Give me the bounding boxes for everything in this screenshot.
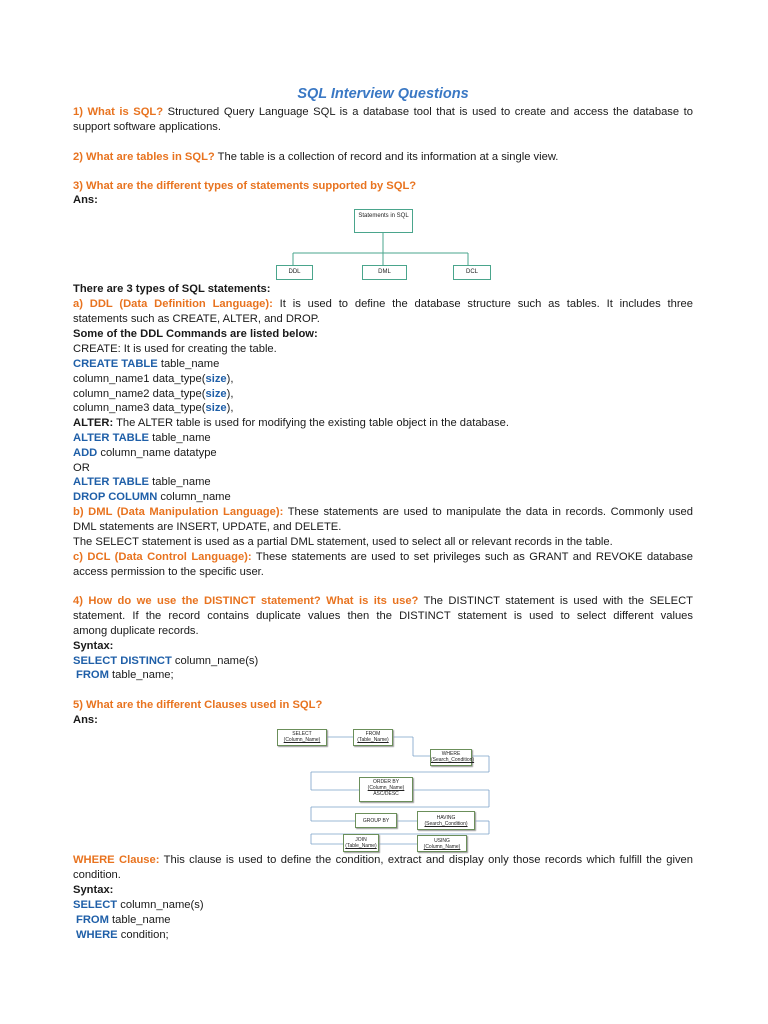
alter-table-line: ALTER TABLE table_name [73,432,211,444]
create-table-line [73,357,219,372]
types-intro: There are 3 types of SQL statements: [73,283,271,295]
or-line: OR [73,462,90,474]
q4-syntax: Syntax: [73,640,114,652]
q2-line [73,150,558,165]
dcl-line2: access permission to the specific user. [73,566,264,578]
q1-line1 [73,105,693,120]
where-label: WHERE Clause: [73,854,160,866]
size-keyword: size [205,388,227,400]
q5-ans: Ans: [73,714,98,726]
alter-table-line-2: ALTER TABLE table_name [73,476,211,488]
join-clause-box: JOIN (Table_Name) [343,834,379,852]
alter-line [73,416,509,431]
from-clause-box: FROM (Table_Name) [353,729,393,746]
where-where-line: WHERE condition; [76,929,169,941]
where-select-line: SELECT column_name(s) [73,899,204,911]
q1-label: 1) What is SQL? [73,106,164,118]
add-line: ADD column_name datatype [73,447,217,459]
q4-line3: among duplicate records. [73,625,199,637]
create-kw: CREATE [73,343,118,355]
statements-diagram [273,206,503,282]
q4-select-line: SELECT DISTINCT column_name(s) [73,655,259,667]
size-keyword: size [205,373,227,385]
q2-text: The table is a collection of record and its information at a single view. [214,151,559,163]
where-line1: WHERE Clause: This clause is used to define the condition, extract and display only those records which fulfill the given [73,854,693,866]
q1-text1: Structured Query Language SQL is a database tool that is used to create and access the database to [163,106,694,118]
orderby-clause-box: ORDER BY (Column_Name) ASC/DESC [359,777,413,802]
where-line2: condition. [73,869,121,881]
q5-label: 5) What are the different Clauses used in SQL? [73,699,323,711]
groupby-clause-box: GROUP BY [355,813,397,828]
q2-label: 2) What are tables in SQL? [73,151,215,163]
diagram-dml-box: DML [362,265,407,280]
q4-line1: 4) How do we use the DISTINCT statement? What is its use? The DISTINCT statement is used with the SELECT [73,595,693,607]
column-line-2: column_name2 data_type(size), [73,388,234,400]
clauses-diagram [273,724,493,856]
q3-ans: Ans: [73,194,98,206]
alter-desc: The ALTER table is used for modifying the existing table object in the database. [113,417,509,429]
q1-line2: support software applications. [73,121,222,133]
having-clause-box: HAVING (Search_Condition) [417,811,475,830]
ddl-label: a) DDL (Data Definition Language): [73,298,273,310]
diagram-root-box: Statements in SQL [354,209,413,233]
q4-label: 4) How do we use the DISTINCT statement? What is its use? [73,595,419,607]
column-line-3: column_name3 data_type(size), [73,402,234,414]
ddl-line1 [73,297,693,312]
column-line-1: column_name1 data_type(size), [73,373,234,385]
q4-from-line: FROM table_name; [76,669,174,681]
create-line [73,342,277,357]
dml-label: b) DML (Data Manipulation Language): [73,506,284,518]
using-clause-box: USING (Column_Name) [417,835,467,852]
where-from-line: FROM table_name [76,914,171,926]
q4-line2: statement. If the record contains duplicate values then the DISTINCT statement is used to select different values [73,610,693,622]
ddl-commands-heading: Some of the DDL Commands are listed below: [73,328,318,340]
q3-label: 3) What are the different types of statements supported by SQL? [73,180,417,192]
where-syntax: Syntax: [73,884,114,896]
page-title: SQL Interview Questions [297,86,469,102]
create-desc: : It is used for creating the table. [117,343,277,355]
where-clause-box: WHERE (Search_Condition) [430,749,472,766]
ddl-line2: statements such as CREATE, ALTER, and DROP. [73,313,320,325]
diagram-ddl-box: DDL [276,265,313,280]
alter-kw: ALTER: [73,417,114,429]
create-table-kw: CREATE TABLE [73,358,158,370]
drop-column-line: DROP COLUMN column_name [73,491,231,503]
dml-line2: DML statements are INSERT, UPDATE, and DELETE. [73,521,342,533]
dml-line3: The SELECT statement is used as a partial DML statement, used to select all or relevant records in the table. [73,536,613,548]
ddl-text1: It is used to define the database structure such as tables. It includes three [272,298,693,310]
select-clause-box: SELECT (Column_Name) [277,729,327,746]
create-table-rest: table_name [157,358,220,370]
diagram-dcl-box: DCL [453,265,491,280]
dml-line1: b) DML (Data Manipulation Language): These statements are used to manipulate the data in records. Commonly used [73,506,693,518]
dcl-label: c) DCL (Data Control Language): [73,551,252,563]
size-keyword: size [205,402,227,414]
dcl-line1: c) DCL (Data Control Language): These statements are used to set privileges such as GRANT and REVOKE database [73,551,693,563]
